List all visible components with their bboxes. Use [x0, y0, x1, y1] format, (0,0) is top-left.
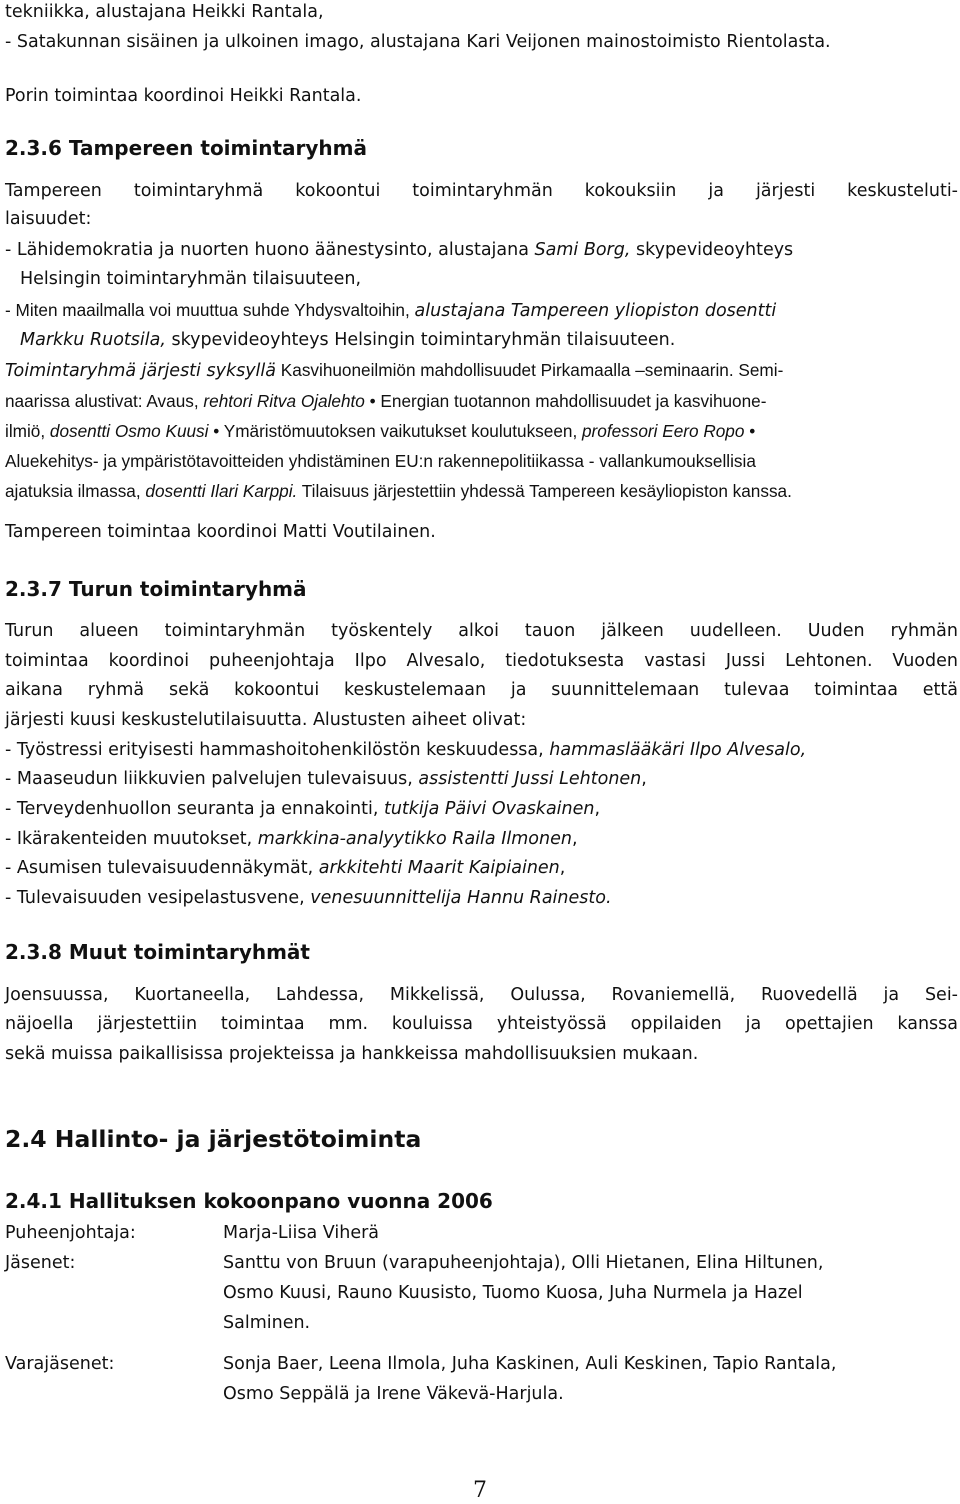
intro-line: tekniikka, alustajana Heikki Rantala, [5, 2, 324, 22]
section-heading-2-4-1: 2.4.1 Hallituksen kokoonpano vuonna 2006 [5, 1189, 493, 1213]
bullet-line: Markku Ruotsila, skypevideoyhteys Helsingin toimintaryhmän tilaisuuteen. [20, 330, 676, 350]
board-chair-label: Puheenjohtaja: [5, 1223, 136, 1243]
list-item: - Tulevaisuuden vesipelastusvene, venesuunnittelija Hannu Rainesto. [5, 888, 612, 908]
board-deputies-label: Varajäsenet: [5, 1354, 115, 1374]
paragraph-line: Aluekehitys- ja ympäristötavoitteiden yhdistäminen EU:n rakennepolitiikassa - vallankumouksellisia [5, 451, 756, 471]
paragraph-line: Tampereen toimintaryhmä kokoontui toimintaryhmän kokouksiin ja järjesti keskusteluti- [5, 181, 958, 201]
list-item: - Maaseudun liikkuvien palvelujen tulevaisuus, assistentti Jussi Lehtonen, [5, 769, 647, 789]
bullet-line: - Miten maailmalla voi muuttua suhde Yhdysvaltoihin, alustajana Tampereen yliopiston dosentti [5, 300, 777, 321]
paragraph-line: sekä muissa paikallisissa projekteissa ja hankkeissa mahdollisuuksien mukaan. [5, 1044, 699, 1064]
board-chair-value: Marja-Liisa Viherä [223, 1223, 380, 1243]
section-heading-2-3-8: 2.3.8 Muut toimintaryhmät [5, 940, 310, 964]
paragraph-line: ajatuksia ilmassa, dosentti Ilari Karppi. Tilaisuus järjestettiin yhdessä Tampereen kesäyliopiston kanssa. [5, 481, 792, 501]
paragraph-line: naarissa alustivat: Avaus, rehtori Ritva Ojalehto • Energian tuotannon mahdollisuudet ja kasvihuone- [5, 391, 767, 411]
board-members-value: Salminen. [223, 1313, 311, 1333]
bullet-line: - Lähidemokratia ja nuorten huono äänestysinto, alustajana Sami Borg, skypevideoyhteys [5, 240, 794, 260]
bullet-line: Helsingin toimintaryhmän tilaisuuteen, [20, 269, 362, 289]
paragraph-line: Joensuussa, Kuortaneella, Lahdessa, Mikkelissä, Oulussa, Rovaniemellä, Ruovedellä ja Sei- [5, 985, 958, 1005]
list-item: - Asumisen tulevaisuudennäkymät, arkkitehti Maarit Kaipiainen, [5, 858, 566, 878]
paragraph-line: Tampereen toimintaa koordinoi Matti Voutilainen. [5, 522, 436, 542]
board-members-value: Osmo Kuusi, Rauno Kuusisto, Tuomo Kuosa, Juha Nurmela ja Hazel [223, 1283, 803, 1303]
paragraph-line: ilmiö, dosentti Osmo Kuusi • Ymäristömuutoksen vaikutukset koulutukseen, professori Eero Ropo • [5, 421, 756, 441]
paragraph-line: näjoella järjestettiin toimintaa mm. kouluissa yhteistyössä oppilaiden ja opettajien kanssa [5, 1014, 958, 1034]
intro-line: Porin toimintaa koordinoi Heikki Rantala. [5, 86, 362, 106]
paragraph-line: Toimintaryhmä järjesti syksyllä Kasvihuoneilmiön mahdollisuudet Pirkamaalla –seminaarin. Semi- [5, 360, 784, 381]
paragraph-line: toimintaa koordinoi puheenjohtaja Ilpo Alvesalo, tiedotuksesta vastasi Jussi Lehtonen. Vuoden [5, 651, 958, 671]
page-number: 7 [473, 1478, 487, 1503]
section-heading-2-4: 2.4 Hallinto- ja järjestötoiminta [5, 1125, 422, 1153]
board-members-value: Santtu von Bruun (varapuheenjohtaja), Olli Hietanen, Elina Hiltunen, [223, 1253, 824, 1273]
section-heading-2-3-6: 2.3.6 Tampereen toimintaryhmä [5, 136, 368, 160]
paragraph-line: laisuudet: [5, 209, 92, 229]
list-item: - Työstressi erityisesti hammashoitohenkilöstön keskuudessa, hammaslääkäri Ilpo Alvesalo, [5, 740, 807, 760]
paragraph-line: aikana ryhmä sekä kokoontui keskustelemaan ja suunnittelemaan tulevaa toimintaa että [5, 680, 958, 700]
intro-line: - Satakunnan sisäinen ja ulkoinen imago, alustajana Kari Veijonen mainostoimisto Rientolasta. [5, 32, 831, 52]
section-heading-2-3-7: 2.3.7 Turun toimintaryhmä [5, 577, 307, 601]
board-deputies-value: Osmo Seppälä ja Irene Väkevä-Harjula. [223, 1384, 564, 1404]
board-members-label: Jäsenet: [5, 1253, 76, 1273]
board-deputies-value: Sonja Baer, Leena Ilmola, Juha Kaskinen, Auli Keskinen, Tapio Rantala, [223, 1354, 837, 1374]
paragraph-line: järjesti kuusi keskustelutilaisuutta. Alustusten aiheet olivat: [5, 710, 527, 730]
list-item: - Ikärakenteiden muutokset, markkina-analyytikko Raila Ilmonen, [5, 829, 578, 849]
list-item: - Terveydenhuollon seuranta ja ennakointi, tutkija Päivi Ovaskainen, [5, 799, 601, 819]
paragraph-line: Turun alueen toimintaryhmän työskentely alkoi tauon jälkeen uudelleen. Uuden ryhmän [5, 621, 958, 641]
